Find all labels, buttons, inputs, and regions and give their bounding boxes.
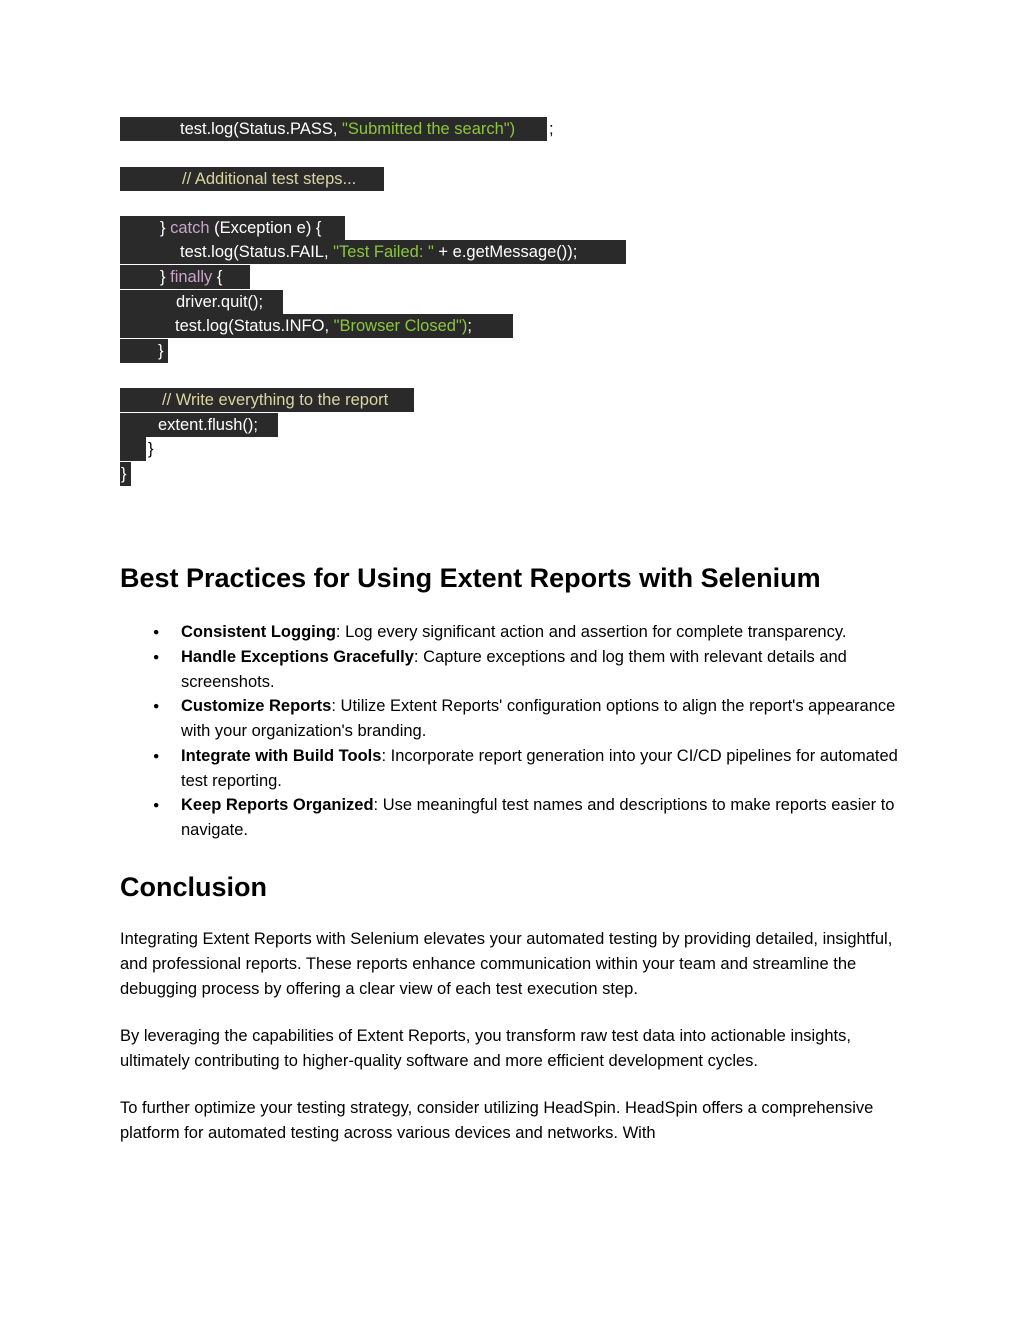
list-item-text: : Log every significant action and assertion for complete transparency.: [335, 623, 847, 642]
code-token-plain: test.log(Status.FAIL,: [180, 243, 334, 262]
best-practices-list: [120, 620, 904, 842]
code-line: [120, 289, 904, 314]
code-line: [120, 166, 904, 191]
code-highlight: [120, 167, 384, 191]
list-item-text: : Utilize Extent Reports' configuration options to align the report's appearance with your organization's branding.: [181, 697, 896, 741]
code-highlight: [120, 265, 250, 289]
code-token-plain: }: [121, 465, 127, 484]
code-token-unhighlighted: ;: [549, 120, 554, 138]
code-token-plain: (Exception e) {: [209, 218, 322, 237]
code-highlight: [120, 339, 168, 363]
code-highlight: [120, 216, 345, 240]
code-highlight: [120, 388, 414, 412]
code-highlight: [120, 437, 146, 461]
code-line: [120, 265, 904, 290]
conclusion-paragraph: By leveraging the capabilities of Extent Reports, you transform raw test data into actionable insights, ultimately contributing to higher-quality software and more efficient development cycles.: [120, 1026, 851, 1070]
code-block: [120, 117, 904, 486]
code-highlight: [120, 413, 278, 437]
list-item: [120, 793, 904, 842]
conclusion-paragraph: To further optimize your testing strategy, consider utilizing HeadSpin. HeadSpin offers a comprehensive platform for automated testing across various devices and networks. With: [120, 1098, 874, 1142]
list-item-lead: Consistent Logging: [181, 623, 336, 642]
code-blank-line: [120, 191, 904, 216]
bullet-icon: ●: [153, 626, 160, 639]
conclusion-heading: Conclusion: [120, 871, 267, 902]
code-token-comment: // Write everything to the report: [162, 391, 389, 410]
code-line: [120, 216, 904, 241]
code-token-plain: ;: [467, 317, 472, 336]
code-token-string: "Submitted the search"): [342, 120, 516, 139]
code-highlight: [120, 117, 547, 141]
list-item-text: : Incorporate report generation into your CI/CD pipelines for automated test reporting.: [181, 746, 898, 790]
code-highlight: [120, 240, 626, 264]
list-item-lead: Keep Reports Organized: [181, 796, 374, 815]
code-token-plain: {: [212, 268, 223, 287]
code-line: [120, 339, 904, 364]
code-line: [120, 462, 904, 487]
list-item: [120, 694, 904, 743]
code-line: [120, 413, 904, 438]
code-line: [120, 314, 904, 339]
code-token-unhighlighted: }: [148, 440, 154, 459]
list-item: [120, 620, 904, 645]
code-blank-line: [120, 142, 904, 167]
code-token-keyword: finally: [170, 268, 213, 287]
code-token-keyword: catch: [170, 218, 210, 237]
code-highlight: [120, 314, 513, 338]
bullet-icon: ●: [153, 651, 160, 664]
code-token-plain: + e.getMessage());: [433, 243, 578, 262]
list-item-text: : Capture exceptions and log them with relevant details and screenshots.: [181, 648, 847, 691]
list-item-lead: Customize Reports: [181, 697, 332, 716]
code-token-plain: }: [160, 218, 171, 237]
code-highlight: [120, 462, 131, 486]
code-blank-line: [120, 363, 904, 388]
code-line: [120, 388, 904, 413]
list-item: [120, 645, 904, 694]
list-item-lead: Integrate with Build Tools: [181, 746, 382, 765]
conclusion-paragraph: Integrating Extent Reports with Selenium elevates your automated testing by providing detailed, insightful, and professional reports. These reports enhance communication within your team and streamline the debugging process by offering a clear view of each test execution step.: [120, 929, 893, 998]
code-token-plain: extent.flush();: [158, 415, 258, 434]
code-token-string: "Browser Closed"): [333, 317, 468, 336]
code-token-comment: // Additional test steps...: [182, 169, 357, 188]
code-token-plain: }: [160, 268, 171, 287]
code-token-plain: driver.quit();: [176, 292, 264, 311]
list-item-lead: Handle Exceptions Gracefully: [181, 648, 414, 667]
code-line: [120, 240, 904, 265]
code-line: [120, 437, 904, 462]
code-highlight: [120, 290, 283, 314]
list-item-text: : Use meaningful test names and descriptions to make reports easier to navigate.: [181, 796, 895, 839]
bullet-icon: ●: [153, 700, 160, 713]
code-token-plain: }: [158, 341, 164, 360]
bullet-icon: ●: [153, 749, 160, 762]
best-practices-heading: Best Practices for Using Extent Reports with Selenium: [120, 563, 821, 594]
bullet-icon: ●: [153, 799, 160, 812]
code-line: [120, 117, 904, 142]
code-token-plain: test.log(Status.PASS,: [180, 120, 343, 139]
code-token-string: "Test Failed: ": [333, 243, 434, 262]
code-token-plain: test.log(Status.INFO,: [175, 317, 334, 336]
list-item: [120, 744, 904, 793]
